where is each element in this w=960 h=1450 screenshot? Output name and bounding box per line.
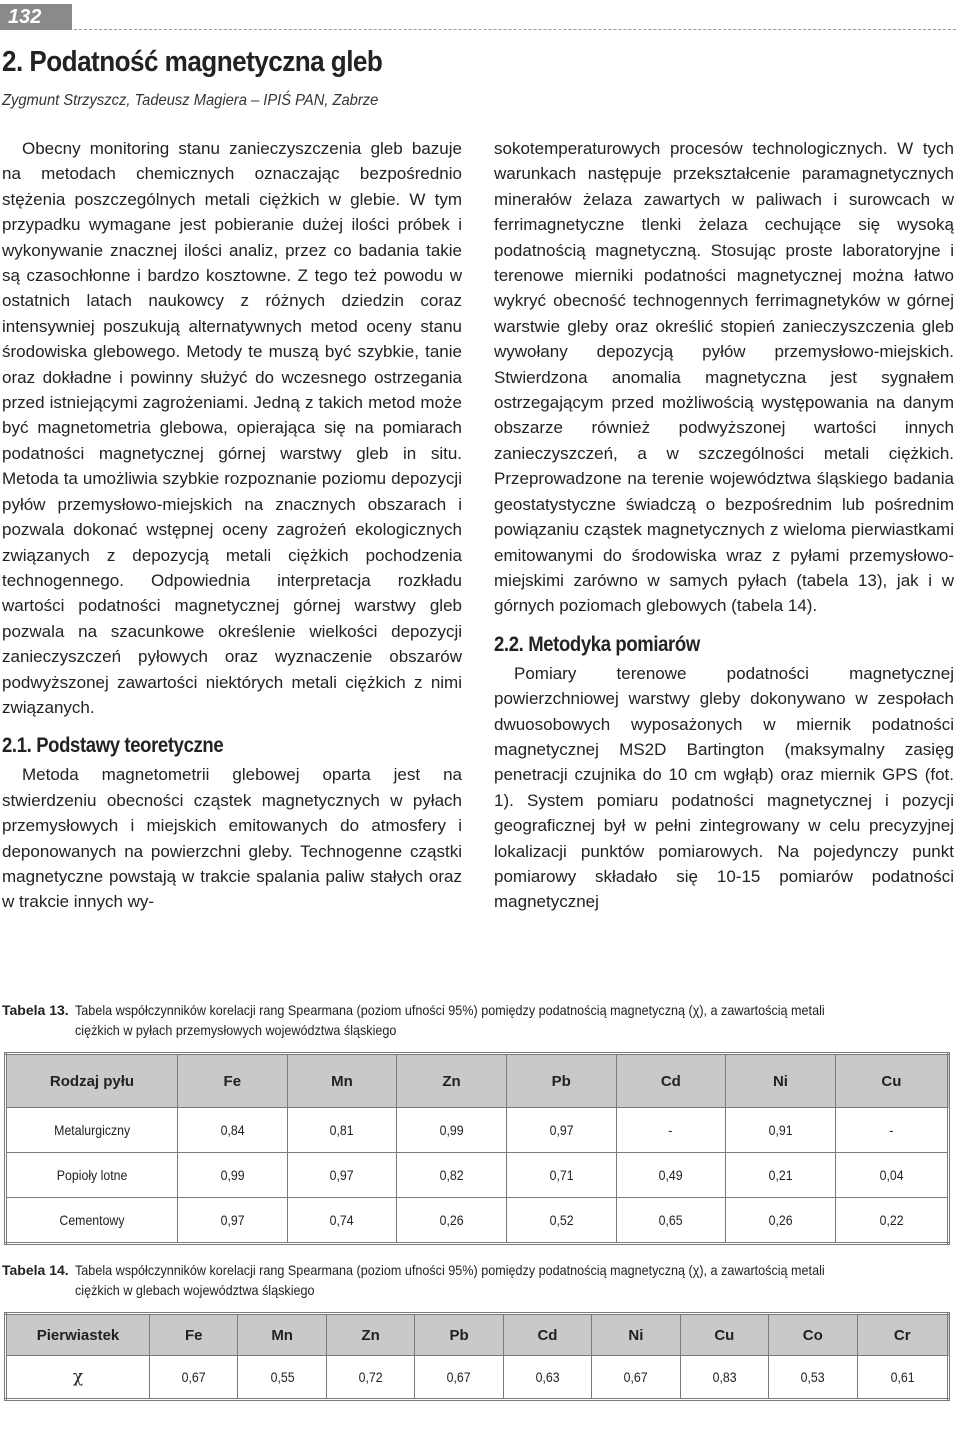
table-cell-text: 0,91 — [768, 1122, 793, 1138]
table-cell-text: 0,26 — [768, 1212, 793, 1228]
table-cell-text: 0,53 — [800, 1369, 825, 1385]
table-14-header-cell: Co — [769, 1314, 857, 1356]
table-cell — [178, 1198, 288, 1244]
table-cell-text: 0,97 — [549, 1122, 574, 1138]
header-rule — [74, 29, 956, 30]
table-cell — [503, 1356, 591, 1400]
table-14-header-cell: Cd — [503, 1314, 591, 1356]
table-14-header-cell: Cr — [857, 1314, 949, 1356]
table-cell — [726, 1198, 836, 1244]
table-14-block — [2, 1260, 954, 1401]
table-13-header-cell: Mn — [287, 1054, 397, 1108]
table-cell-text: 0,65 — [658, 1212, 683, 1228]
table-cell-text: 0,72 — [358, 1369, 383, 1385]
table-cell-text: Metalurgiczny — [53, 1122, 131, 1138]
table-cell-text: 0,22 — [879, 1212, 904, 1228]
table-cell-text: - — [668, 1122, 673, 1138]
table-cell-text: 0,52 — [549, 1212, 574, 1228]
table-cell-text: 0,97 — [220, 1212, 245, 1228]
table-cell-text: 0,67 — [181, 1369, 206, 1385]
table-13-header-cell: Zn — [397, 1054, 507, 1108]
table-13-header-row — [6, 1054, 949, 1108]
table-cell — [178, 1153, 288, 1198]
authors-line: Zygmunt Strzyszcz, Tadeusz Magiera – IPIŚ PAN, Zabrze — [2, 92, 379, 109]
table-cell-text: 0,99 — [439, 1122, 464, 1138]
table-13-header-cell: Ni — [726, 1054, 836, 1108]
section-2-2-paragraph: Pomiary terenowe podatności magnetycznej powierzchniowej warstwy gleby dokonywano w zespołach dwuosobowych wyposażonych w miernik podatności magnetycznej MS2D Bartington (maksymalny zasięg penetracji czujnika do 10 cm wgłąb) oraz miernik GPS (fot. 1). System pomiaru podatności magnetycznej i pozycji geograficznej był w pełni zintegrowany w celu precyzyjnej lokalizacji punktów pomiarowych. Na pojedynczy punkt pomiarowy składało się 10-15 pomiarów podatności magnetycznej — [494, 663, 954, 912]
table-cell-text: 0,74 — [329, 1212, 354, 1228]
table-cell-text: 0,82 — [439, 1167, 464, 1183]
table-cell-text: 0,21 — [768, 1167, 793, 1183]
table-14-header-cell: Zn — [326, 1314, 414, 1356]
table-cell-text: 0,67 — [623, 1369, 648, 1385]
table-13-header-cell: Rodzaj pyłu — [6, 1054, 178, 1108]
left-column — [2, 136, 462, 915]
right-column — [494, 136, 954, 915]
table-cell-text: Cementowy — [59, 1212, 125, 1228]
table-cell — [616, 1198, 726, 1244]
continued-paragraph: sokotemperaturowych procesów technologicznych. W tych warunkach następuje przekształcenie paramagnetycznych minerałów żelaza zawartych w paliwach i surowcach w ferrimagnetyczne tlenki żelaza cechujące się wysoką podatnością magnetyczną. Stosując proste laboratoryjne i terenowe mierniki podatności magnetycznej można łatwo wykryć obecność technogennych ferrimagnetyków w górnej warstwie gleby oraz określić stopień zanieczyszczenia gleb wywołany depozycją pyłów przemysłowo-miejskich. Stwierdzona anomalia magnetyczna jest sygnałem ostrzegającym przed możliwością występowania na danym obszarze również podwyższonej wartości innych zanieczyszczeń, a w szczególności metali ciężkich. Przeprowadzone na terenie województwa śląskiego badania geostatystyczne świadczą o bezpośrednim lub pośrednim powiązaniu cząstek magnetycznych z wieloma pierwiastkami emitowanymi do środowiska wraz z pyłami przemysłowo-miejskimi zarówno w samych pyłach (tabela 13), jak i w górnych poziomach glebowych (tabela 14). — [494, 139, 954, 616]
table-cell — [6, 1108, 178, 1153]
table-cell-text: 0,83 — [712, 1369, 737, 1385]
table-14-header-row — [6, 1314, 949, 1356]
table-cell-text: 0,63 — [535, 1369, 560, 1385]
table-cell — [415, 1356, 503, 1400]
table-14-header-cell: Pb — [415, 1314, 503, 1356]
table-13-label: Tabela 13. — [2, 1002, 69, 1018]
table-cell-text: 0,49 — [658, 1167, 683, 1183]
table-13 — [4, 1052, 950, 1245]
table-cell — [835, 1198, 948, 1244]
table-13-header-cell: Pb — [506, 1054, 616, 1108]
table-cell-text: 0,81 — [329, 1122, 354, 1138]
table-cell — [506, 1198, 616, 1244]
table-13-header-cell: Cu — [835, 1054, 948, 1108]
intro-paragraph: Obecny monitoring stanu zanieczyszczenia gleb bazuje na metodach chemicznych oznaczając bezpośrednio stężenia poszczególnych metali ciężkich w glebie. W tym przypadku wymagane jest pobieranie dużej ilości próbek i wykonywanie znacznej ilości analiz, przez co badania takie są czasochłonne i bardzo kosztowne. Z tego też powodu w ostatnich latach naukowcy z różnych dziedzin coraz intensywniej poszukują alternatywnych metod oceny stanu środowiska glebowego. Metody te muszą być szybkie, tanie oraz dokładne i powinny służyć do wczesnego ostrzegania przed istniejącymi zagrożeniami. Jedną z takich metod może być magnetometria glebowa, opierająca się na pomiarach podatności magnetycznej górnej warstwy gleb in situ. Metoda ta umożliwia szybkie rozpoznanie poziomu depozycji pyłów przemysłowo-miejskich na znacznych obszarach i pozwala dokonać wstępnej oceny zagrożeń ekologicznych związanych z depozycją metali ciężkich pochodzenia technogennego. Odpowiednia interpretacja rozkładu wartości podatności magnetycznej górnej warstwy gleb pozwala na szacunkowe określenie wielkości depozycji zanieczyszczeń pyłowych oraz wyznaczenie obszarów podwyższonej zawartości niektórych metali ciężkich z nimi związanych. — [2, 139, 462, 717]
table-13-caption-text: Tabela współczynników korelacji rang Spearmana (poziom ufności 95%) pomiędzy podatnością magnetyczną (χ), a zawartością metali ciężkich w pyłach przemysłowych województwa śląskiego — [74, 1002, 825, 1038]
table-14-label: Tabela 14. — [2, 1262, 69, 1278]
table-14-caption-text: Tabela współczynników korelacji rang Spearmana (poziom ufności 95%) pomiędzy podatnością magnetyczną (χ), a zawartością metali ciężkich w glebach województwa śląskiego — [74, 1262, 825, 1298]
table-cell — [835, 1153, 948, 1198]
page-number: 132 — [0, 4, 72, 30]
table-row — [6, 1108, 949, 1153]
table-cell — [397, 1198, 507, 1244]
table-cell — [178, 1108, 288, 1153]
table-14-header-cell: Pierwiastek — [6, 1314, 150, 1356]
section-heading-2-1: 2.1. Podstawy teoretyczne — [2, 734, 224, 758]
table-cell — [506, 1153, 616, 1198]
table-cell — [287, 1198, 397, 1244]
table-cell-text: - — [889, 1122, 894, 1138]
table-cell — [6, 1198, 178, 1244]
table-cell — [726, 1108, 836, 1153]
table-cell-text: 0,71 — [549, 1167, 574, 1183]
table-cell — [326, 1356, 414, 1400]
table-14-caption — [2, 1260, 954, 1300]
table-cell-text: 0,04 — [879, 1167, 904, 1183]
table-cell — [287, 1153, 397, 1198]
table-cell — [726, 1153, 836, 1198]
table-13-block — [2, 1000, 954, 1245]
table-14 — [4, 1312, 950, 1401]
table-cell-text: 0,84 — [220, 1122, 245, 1138]
table-cell — [150, 1356, 238, 1400]
table-row — [6, 1198, 949, 1244]
table-cell-text: 0,61 — [890, 1369, 915, 1385]
table-cell — [287, 1108, 397, 1153]
table-cell — [857, 1356, 949, 1400]
table-cell — [616, 1153, 726, 1198]
chi-symbol: χ — [72, 1367, 84, 1387]
section-heading-2-2: 2.2. Metodyka pomiarów — [494, 632, 700, 656]
table-row — [6, 1153, 949, 1198]
table-cell — [238, 1356, 326, 1400]
table-cell — [6, 1153, 178, 1198]
table-cell — [397, 1108, 507, 1153]
table-14-header-cell: Ni — [592, 1314, 680, 1356]
table-cell-text: 0,55 — [270, 1369, 295, 1385]
table-cell — [835, 1108, 948, 1153]
section-2-1-paragraph: Metoda magnetometrii glebowej oparta jest na stwierdzeniu obecności cząstek magnetycznych w pyłach przemysłowych i miejskich emitowanych do atmosfery i deponowanych na powierzchni gleby. Technogenne cząstki magnetyczne powstają w trakcie spalania paliw stałych oraz w trakcie innych wy- — [2, 765, 462, 912]
table-cell-text: 0,97 — [329, 1167, 354, 1183]
table-cell — [680, 1356, 768, 1400]
table-cell — [506, 1108, 616, 1153]
table-cell — [616, 1108, 726, 1153]
chapter-title: 2. Podatność magnetyczna gleb — [2, 46, 383, 78]
table-cell-text: Popioły lotne — [56, 1167, 128, 1183]
table-cell-text: 0,67 — [447, 1369, 472, 1385]
table-cell-text: 0,99 — [220, 1167, 245, 1183]
table-cell-text: 0,26 — [439, 1212, 464, 1228]
table-14-header-cell: Fe — [150, 1314, 238, 1356]
table-cell — [592, 1356, 680, 1400]
table-13-header-cell: Fe — [178, 1054, 288, 1108]
table-cell — [397, 1153, 507, 1198]
table-13-caption — [2, 1000, 954, 1040]
table-13-header-cell: Cd — [616, 1054, 726, 1108]
table-14-header-cell: Cu — [680, 1314, 768, 1356]
table-row — [6, 1356, 949, 1400]
table-cell — [769, 1356, 857, 1400]
table-cell — [6, 1356, 150, 1400]
table-14-header-cell: Mn — [238, 1314, 326, 1356]
